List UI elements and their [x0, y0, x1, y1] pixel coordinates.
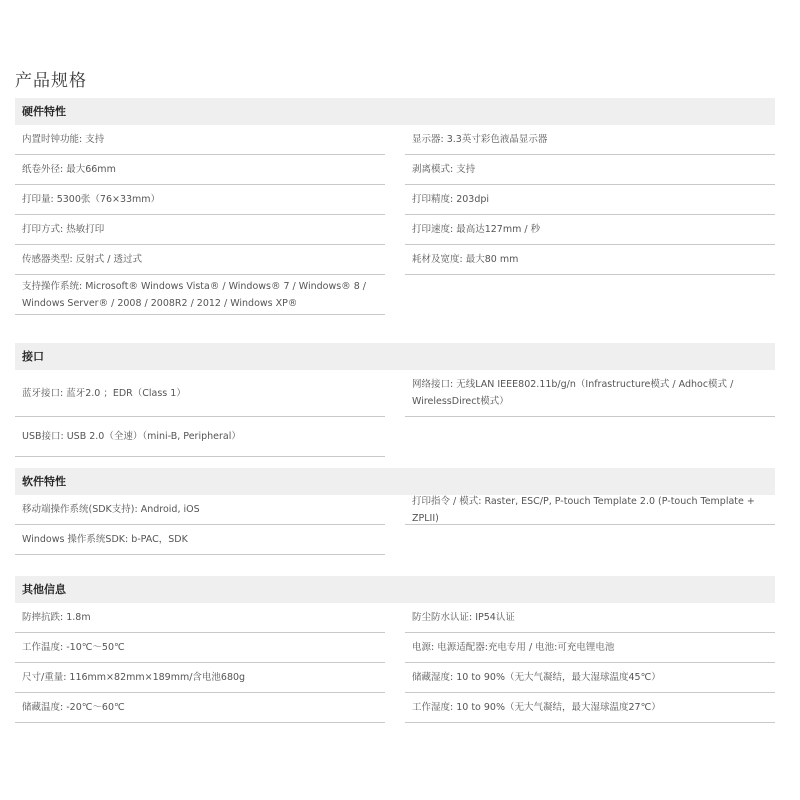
- spec-item: 电源: 电源适配器:充电专用 / 电池:可充电锂电池: [405, 633, 775, 663]
- spec-item: 工作湿度: 10 to 90%（无大气凝结，最大湿球温度27℃）: [405, 693, 775, 723]
- spec-column-left: [15, 125, 385, 315]
- spec-item: 纸卷外径: 最大66mm: [15, 155, 385, 185]
- spec-item: 防摔抗跌: 1.8m: [15, 603, 385, 633]
- spec-column-left: [15, 495, 385, 555]
- spec-item: 蓝牙接口: 蓝牙2.0 ；EDR（Class 1）: [15, 370, 385, 417]
- spec-column-right: [405, 495, 775, 555]
- page-title: 产品规格: [15, 71, 87, 91]
- spec-item: 尺寸/重量: 116mm×82mm×189mm/含电池680g: [15, 663, 385, 693]
- section-header-interface: 接口: [15, 343, 775, 370]
- spec-item: 耗材及宽度: 最大80 mm: [405, 245, 775, 275]
- section-header-hardware: 硬件特性: [15, 98, 775, 125]
- spec-item: 打印精度: 203dpi: [405, 185, 775, 215]
- spec-item: 支持操作系统: Microsoft® Windows Vista® / Windows® 7 / Windows® 8 / Windows Server® / 2008 / 2008R2 / 2012 / Windows XP®: [15, 275, 385, 315]
- spec-column-right: [405, 603, 775, 723]
- spec-item: Windows 操作系统SDK: b-PAC，SDK: [15, 525, 385, 555]
- spec-item: 剥离模式: 支持: [405, 155, 775, 185]
- spec-item: 打印速度: 最高达127mm / 秒: [405, 215, 775, 245]
- spec-item: 打印量: 5300张（76×33mm）: [15, 185, 385, 215]
- spec-item: 防尘防水认证: IP54认证: [405, 603, 775, 633]
- spec-item: 储藏湿度: 10 to 90%（无大气凝结，最大湿球温度45℃）: [405, 663, 775, 693]
- section-hardware: [15, 98, 775, 315]
- section-other: [15, 576, 775, 723]
- spec-item: 储藏温度: -20℃～60℃: [15, 693, 385, 723]
- spec-column-right: [405, 370, 775, 457]
- spec-item: 传感器类型: 反射式 / 透过式: [15, 245, 385, 275]
- spec-item: 显示器: 3.3英寸彩色液晶显示器: [405, 125, 775, 155]
- spec-item: 打印指令 / 模式: Raster, ESC/P, P-touch Template 2.0 (P-touch Template + ZPLII): [405, 495, 775, 525]
- section-header-other: 其他信息: [15, 576, 775, 603]
- spec-item: USB接口: USB 2.0（全速）（mini-B, Peripheral）: [15, 417, 385, 457]
- section-interface: [15, 343, 775, 457]
- section-software: [15, 468, 775, 555]
- spec-item: 内置时钟功能: 支持: [15, 125, 385, 155]
- spec-item: 工作温度: -10℃～50℃: [15, 633, 385, 663]
- section-header-software: 软件特性: [15, 468, 775, 495]
- spec-column-left: [15, 603, 385, 723]
- spec-item: 打印方式: 热敏打印: [15, 215, 385, 245]
- spec-item: 移动端操作系统(SDK支持): Android, iOS: [15, 495, 385, 525]
- spec-item: 网络接口: 无线LAN IEEE802.11b/g/n（Infrastructure模式 / Adhoc模式 / WirelessDirect模式）: [405, 370, 775, 417]
- spec-column-left: [15, 370, 385, 457]
- spec-column-right: [405, 125, 775, 315]
